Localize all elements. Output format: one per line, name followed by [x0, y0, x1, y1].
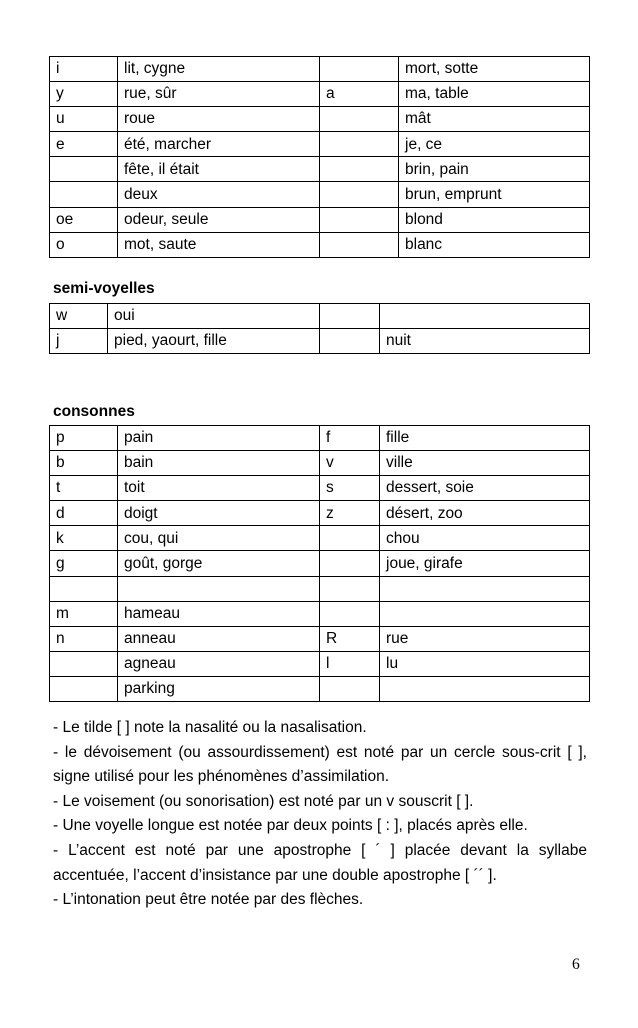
- table-cell: [320, 132, 399, 157]
- table-cell: [320, 551, 380, 576]
- table-cell: g: [50, 551, 118, 576]
- table-cell: [320, 576, 380, 601]
- table-cell: pied, yaourt, fille: [108, 329, 320, 354]
- table-cell: joue, girafe: [380, 551, 590, 576]
- table-cell: mot, saute: [118, 232, 320, 257]
- table-cell: [320, 57, 399, 82]
- table-cell: doigt: [118, 501, 320, 526]
- table-cell: v: [320, 451, 380, 476]
- table-cell: [380, 601, 590, 626]
- table-cell: brin, pain: [399, 157, 590, 182]
- table-cell: rue, sûr: [118, 82, 320, 107]
- note-intonation: - L’intonation peut être notée par des flèches.: [53, 891, 364, 909]
- table-cell: cou, qui: [118, 526, 320, 551]
- note-accent: - L’accent est noté par une apostrophe [ ´ ] placée devant la syllabe accentuée, l’accent d’insistance par une double apostrophe [ ´´ ].: [53, 841, 587, 884]
- table-cell: e: [50, 132, 118, 157]
- table-cell: hameau: [118, 601, 320, 626]
- table-cell: pain: [118, 426, 320, 451]
- table-cell: d: [50, 501, 118, 526]
- table-cell: a: [320, 82, 399, 107]
- table-cell: [380, 304, 590, 329]
- table-cell: mort, sotte: [399, 57, 590, 82]
- vowel-row: [50, 132, 590, 157]
- table-cell: ma, table: [399, 82, 590, 107]
- table-cell: lit, cygne: [118, 57, 320, 82]
- consonant-row: [50, 451, 590, 476]
- table-cell: [320, 601, 380, 626]
- table-cell: ville: [380, 451, 590, 476]
- table-cell: [320, 232, 399, 257]
- table-cell: blanc: [399, 232, 590, 257]
- table-cell: n: [50, 626, 118, 651]
- table-cell: désert, zoo: [380, 501, 590, 526]
- table-cell: [118, 576, 320, 601]
- table-cell: été, marcher: [118, 132, 320, 157]
- vowel-row: [50, 82, 590, 107]
- table-cell: [50, 157, 118, 182]
- table-cell: [380, 676, 590, 701]
- table-cell: mât: [399, 107, 590, 132]
- consonant-row: [50, 676, 590, 701]
- table-cell: goût, gorge: [118, 551, 320, 576]
- table-cell: odeur, seule: [118, 207, 320, 232]
- consonants-heading: consonnes: [53, 403, 135, 420]
- table-cell: parking: [118, 676, 320, 701]
- table-cell: b: [50, 451, 118, 476]
- vowel-row: [50, 207, 590, 232]
- consonant-row: [50, 626, 590, 651]
- note-long-vowel: - Une voyelle longue est notée par deux points [ : ], placés après elle.: [53, 817, 528, 835]
- consonant-row: [50, 476, 590, 501]
- table-cell: i: [50, 57, 118, 82]
- table-cell: blond: [399, 207, 590, 232]
- table-cell: oui: [108, 304, 320, 329]
- table-cell: l: [320, 651, 380, 676]
- consonant-row: [50, 576, 590, 601]
- table-cell: anneau: [118, 626, 320, 651]
- vowel-row: [50, 232, 590, 257]
- table-cell: [50, 676, 118, 701]
- vowel-row: [50, 107, 590, 132]
- semi-vowel-row: [50, 304, 590, 329]
- table-cell: roue: [118, 107, 320, 132]
- table-cell: j: [50, 329, 108, 354]
- table-cell: fête, il était: [118, 157, 320, 182]
- table-cell: [320, 157, 399, 182]
- consonant-row: [50, 426, 590, 451]
- table-cell: [320, 676, 380, 701]
- consonant-row: [50, 551, 590, 576]
- table-cell: y: [50, 82, 118, 107]
- table-cell: [320, 107, 399, 132]
- vowel-row: [50, 57, 590, 82]
- page-number: 6: [572, 956, 580, 973]
- table-cell: bain: [118, 451, 320, 476]
- table-cell: f: [320, 426, 380, 451]
- table-cell: [320, 526, 380, 551]
- table-cell: z: [320, 501, 380, 526]
- table-cell: [320, 207, 399, 232]
- consonant-row: [50, 601, 590, 626]
- table-cell: s: [320, 476, 380, 501]
- table-cell: rue: [380, 626, 590, 651]
- consonant-row: [50, 526, 590, 551]
- table-cell: lu: [380, 651, 590, 676]
- table-cell: [320, 304, 380, 329]
- table-cell: o: [50, 232, 118, 257]
- table-cell: je, ce: [399, 132, 590, 157]
- vowel-table: [49, 56, 590, 258]
- vowel-row: [50, 182, 590, 207]
- semi-vowel-table: [49, 303, 590, 354]
- note-tilde: - Le tilde [ ] note la nasalité ou la nasalisation.: [53, 719, 367, 736]
- table-cell: p: [50, 426, 118, 451]
- vowel-row: [50, 157, 590, 182]
- table-cell: [50, 182, 118, 207]
- table-cell: agneau: [118, 651, 320, 676]
- semi-vowel-row: [50, 329, 590, 354]
- table-cell: brun, emprunt: [399, 182, 590, 207]
- table-cell: oe: [50, 207, 118, 232]
- table-cell: chou: [380, 526, 590, 551]
- table-cell: [50, 576, 118, 601]
- table-cell: nuit: [380, 329, 590, 354]
- table-cell: toit: [118, 476, 320, 501]
- table-cell: k: [50, 526, 118, 551]
- table-cell: [320, 329, 380, 354]
- note-devoicing: - le dévoisement (ou assourdissement) est noté par un cercle sous-crit [ ], signe utilisé pour les phénomènes d’assimilation.: [53, 743, 587, 786]
- consonant-row: [50, 501, 590, 526]
- table-cell: fille: [380, 426, 590, 451]
- table-cell: w: [50, 304, 108, 329]
- table-cell: [320, 182, 399, 207]
- table-cell: [380, 576, 590, 601]
- table-cell: m: [50, 601, 118, 626]
- semi-vowels-heading: semi-voyelles: [53, 280, 155, 297]
- table-cell: R: [320, 626, 380, 651]
- table-cell: t: [50, 476, 118, 501]
- consonant-row: [50, 651, 590, 676]
- table-cell: dessert, soie: [380, 476, 590, 501]
- table-cell: [50, 651, 118, 676]
- consonant-table: [49, 425, 590, 702]
- transcription-notes: [53, 716, 587, 913]
- note-voicing: - Le voisement (ou sonorisation) est noté par un v souscrit [ ].: [53, 792, 474, 810]
- table-cell: deux: [118, 182, 320, 207]
- table-cell: u: [50, 107, 118, 132]
